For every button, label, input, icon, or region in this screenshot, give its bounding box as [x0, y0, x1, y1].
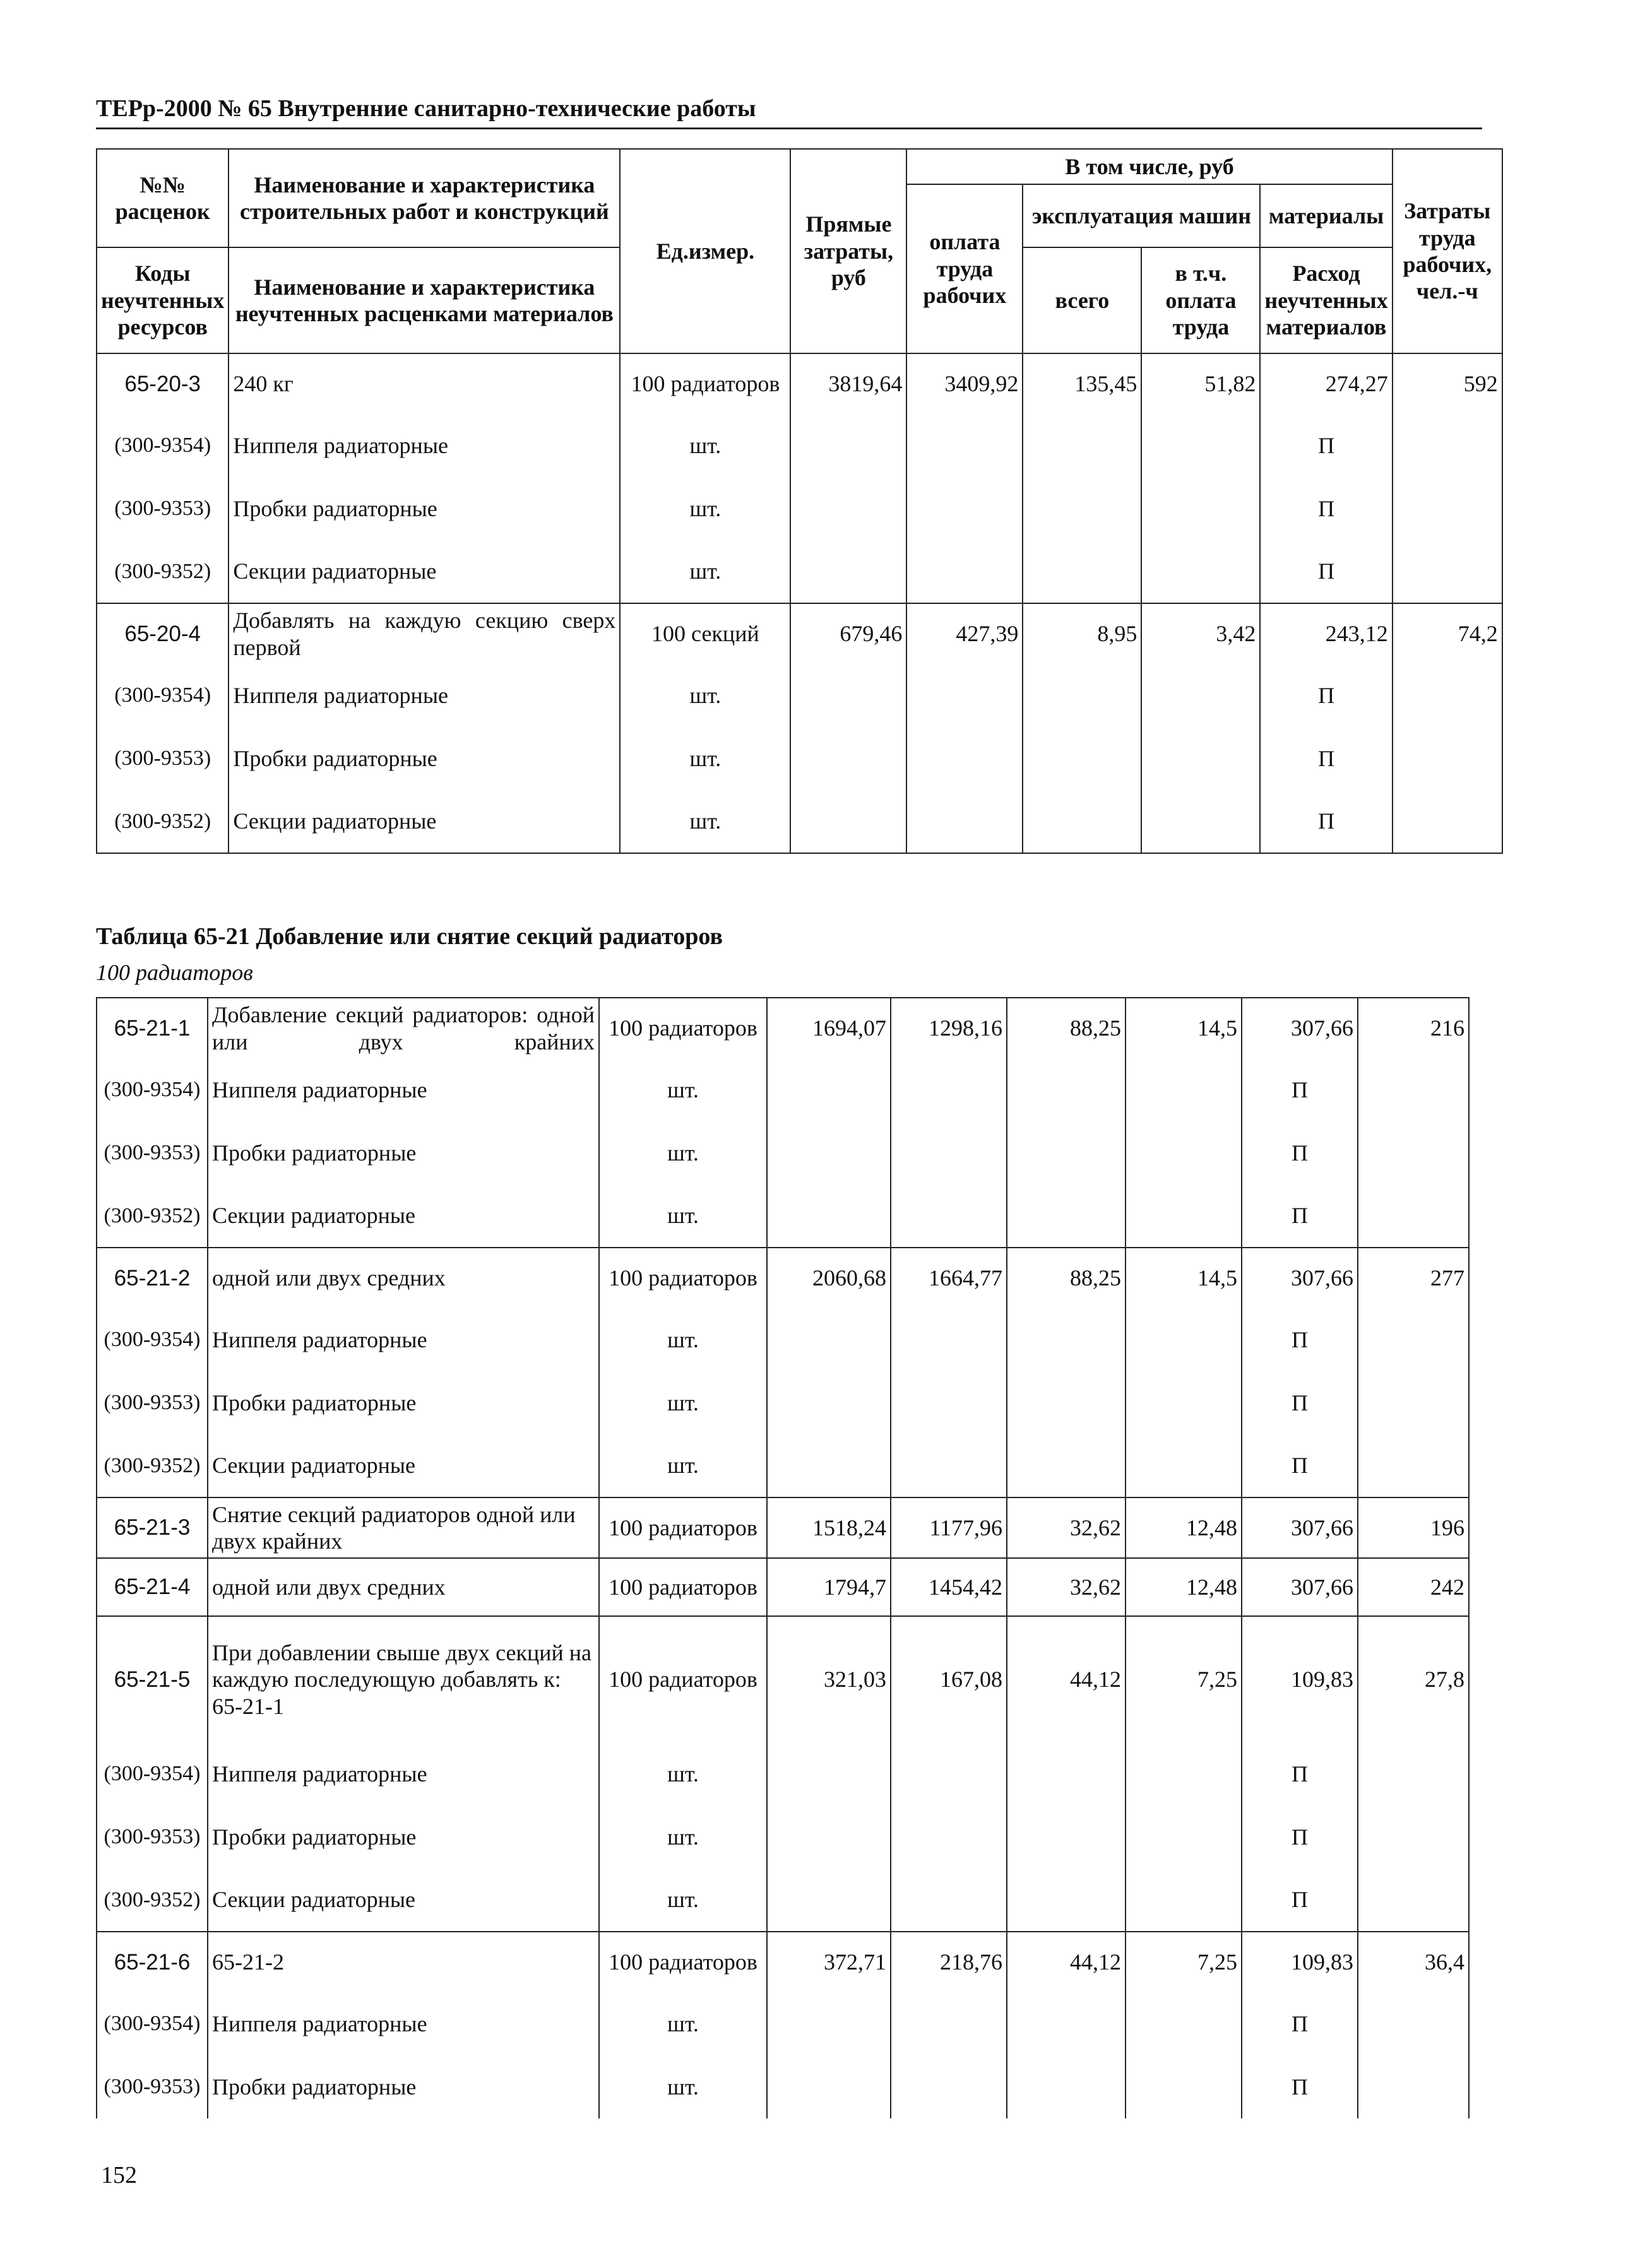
hdr-labor-pay: оплата труда рабочих: [906, 184, 1023, 353]
hdr-name-top: Наименование и характеристика строительных работ и конструкций: [229, 149, 620, 247]
hdr-machine-total: всего: [1023, 247, 1141, 353]
table-row: 65-21-4 одной или двух средних 100 радиаторов 1794,7 1454,42 32,62 12,48 307,66 242: [97, 1558, 1469, 1616]
table-row: (300-9353) Пробки радиаторные шт. П: [97, 1805, 1469, 1869]
table-row: 65-21-6 65-21-2 100 радиаторов 372,71 218,76 44,12 7,25 109,83 36,4: [97, 1932, 1469, 1992]
hdr-direct: Прямые затраты, руб: [790, 149, 906, 353]
header-rule: [96, 127, 1482, 129]
table-row: (300-9353) Пробки радиаторные шт. П: [97, 2055, 1469, 2118]
table-row: (300-9354) Ниппеля радиаторные шт. П: [97, 1058, 1469, 1121]
table-row: (300-9354) Ниппеля радиаторные шт. П: [97, 1992, 1469, 2055]
table-row: 65-21-3 Снятие секций радиаторов одной или двух крайних 100 радиаторов 1518,24 1177,96 32,62 12,48 307,66 196: [97, 1497, 1469, 1558]
table-row: 65-21-2 одной или двух средних 100 радиаторов 2060,68 1664,77 88,25 14,5 307,66 277: [97, 1248, 1469, 1308]
hdr-unit: Ед.измер.: [620, 149, 790, 353]
table-row: (300-9352) Секции радиаторные шт. П: [97, 790, 1502, 853]
hdr-code-top: №№ расценок: [97, 149, 229, 247]
table-row: 65-21-1 Добавление секций радиаторов: одной или двух крайних 100 радиаторов 1694,07 1298,16 88,25 14,5 307,66 216: [97, 998, 1469, 1058]
table-unit: 100 радиаторов: [96, 960, 253, 985]
table-row: 65-20-4 Добавлять на каждую секцию сверх первой 100 секций 679,46 427,39 8,95 3,42 243,12 74,2: [97, 603, 1502, 664]
running-head: ТЕРр-2000 № 65 Внутренние санитарно-технические работы: [96, 95, 756, 122]
table-row: (300-9354) Ниппеля радиаторные шт. П: [97, 1308, 1469, 1371]
table-row: (300-9353) Пробки радиаторные шт. П: [97, 727, 1502, 790]
hdr-labor-hours: Затраты труда рабочих, чел.-ч: [1393, 149, 1502, 353]
price-table-65-20: [96, 148, 1503, 854]
hdr-code-bottom: Коды неучтенных ресурсов: [97, 247, 229, 353]
table-row: 65-20-3 240 кг 100 радиаторов 3819,64 3409,92 135,45 51,82 274,27 592: [97, 353, 1502, 414]
hdr-machine-labor: в т.ч. оплата труда: [1141, 247, 1260, 353]
hdr-name-bottom: Наименование и характеристика неучтенных расценками материалов: [229, 247, 620, 353]
table-row: (300-9352) Секции радиаторные шт. П: [97, 1434, 1469, 1497]
hdr-materials-unaccounted: Расход неучтенных материалов: [1260, 247, 1392, 353]
table-row: (300-9353) Пробки радиаторные шт. П: [97, 1371, 1469, 1434]
table-row: (300-9352) Секции радиаторные шт. П: [97, 540, 1502, 603]
table-caption: Таблица 65-21 Добавление или снятие секций радиаторов: [96, 923, 723, 950]
hdr-incl: В том числе, руб: [906, 149, 1392, 184]
price-table-65-21: [96, 997, 1470, 2118]
hdr-materials: материалы: [1260, 184, 1392, 247]
hdr-machine: эксплуатация машин: [1023, 184, 1260, 247]
table-row: (300-9352) Секции радиаторные шт. П: [97, 1184, 1469, 1248]
table-row: (300-9354) Ниппеля радиаторные шт. П: [97, 414, 1502, 477]
table-row: (300-9353) Пробки радиаторные шт. П: [97, 477, 1502, 540]
table-row: (300-9352) Секции радиаторные шт. П: [97, 1869, 1469, 1932]
page-number: 152: [101, 2162, 137, 2188]
table-row: 65-21-5 При добавлении свыше двух секций на каждую последующую добавлять к: 65-21-1 100 радиаторов 321,03 167,08 44,12 7,25 109,83 27,8: [97, 1616, 1469, 1742]
table-row: (300-9353) Пробки радиаторные шт. П: [97, 1121, 1469, 1184]
table-row: (300-9354) Ниппеля радиаторные шт. П: [97, 1742, 1469, 1805]
table-row: (300-9354) Ниппеля радиаторные шт. П: [97, 664, 1502, 727]
